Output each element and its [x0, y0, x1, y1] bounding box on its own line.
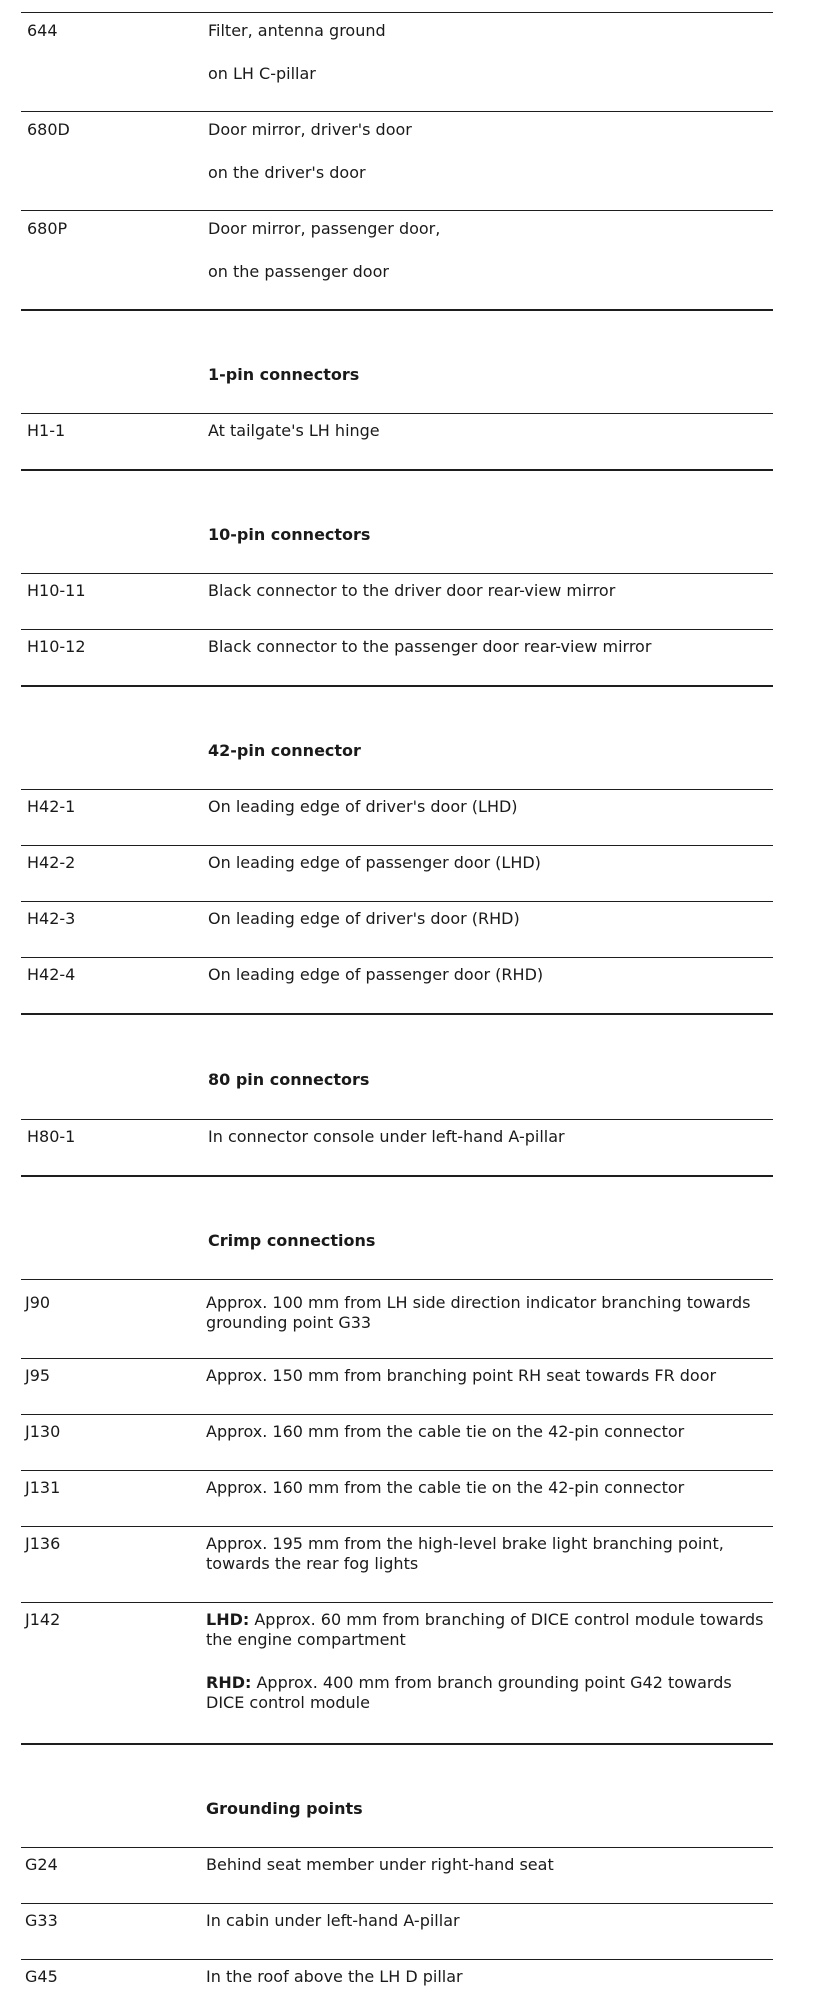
connector-location-table [21, 12, 773, 2000]
table-row [21, 210, 773, 309]
section-heading: 1-pin connectors [208, 365, 360, 384]
rhd-label: RHD: [206, 1673, 252, 1692]
table-row [21, 1119, 773, 1175]
connector-code: H10-12 [27, 637, 86, 656]
connector-location [208, 414, 773, 441]
grounding-code: G33 [25, 1911, 58, 1930]
section-heading: Crimp connections [208, 1231, 376, 1250]
table-row [21, 1358, 773, 1414]
table-row [21, 901, 773, 957]
connector-code: H42-2 [27, 853, 76, 872]
connector-location [208, 1120, 773, 1147]
crimp-code: J142 [25, 1610, 61, 1629]
table-row [21, 1470, 773, 1526]
component-description [208, 112, 773, 183]
component-description [208, 13, 773, 84]
location-text: Approx. 160 mm from the cable tie on the 42-pin connector [206, 1478, 685, 1497]
crimp-location [206, 1280, 773, 1333]
crimp-location [206, 1471, 773, 1498]
location-text: On leading edge of driver's door (LHD) [208, 797, 518, 816]
section-heading: Grounding points [206, 1799, 363, 1818]
connector-code: H80-1 [27, 1127, 76, 1146]
connector-code: H42-3 [27, 909, 76, 928]
lhd-label: LHD: [206, 1610, 250, 1629]
table-row [21, 629, 773, 685]
rhd-text: Approx. 400 mm from branch grounding point G42 towards DICE control module [206, 1673, 732, 1712]
location-text: Behind seat member under right-hand seat [206, 1855, 554, 1874]
location-text: Approx. 195 mm from the high-level brake light branching point, towards the rear fog lights [206, 1534, 724, 1573]
table-row [21, 1279, 773, 1358]
location-text: On leading edge of driver's door (RHD) [208, 909, 520, 928]
table-row [21, 789, 773, 845]
table-row [21, 111, 773, 210]
section-heading: 10-pin connectors [208, 525, 371, 544]
location-text: Black connector to the driver door rear-view mirror [208, 581, 616, 600]
crimp-location [206, 1415, 773, 1442]
connector-location [208, 630, 773, 657]
connector-location [208, 574, 773, 601]
crimp-location [206, 1603, 773, 1713]
grounding-location [206, 1960, 773, 1987]
description-line: Filter, antenna ground [208, 21, 386, 40]
location-text: In cabin under left-hand A-pillar [206, 1911, 460, 1930]
connector-location [208, 958, 773, 985]
grounding-location [206, 1904, 773, 1931]
component-description [208, 211, 773, 282]
crimp-code: J136 [25, 1534, 61, 1553]
crimp-code: J90 [25, 1293, 51, 1312]
location-text: Approx. 160 mm from the cable tie on the 42-pin connector [206, 1422, 685, 1441]
table-row [21, 1903, 773, 1959]
connector-code: H42-4 [27, 965, 76, 984]
crimp-code: J130 [25, 1422, 61, 1441]
description-line: on the passenger door [208, 262, 389, 281]
section-header [21, 471, 773, 573]
grounding-code: G24 [25, 1855, 58, 1874]
section-header [21, 311, 773, 413]
component-code: 644 [27, 21, 58, 40]
location-text: In the roof above the LH D pillar [206, 1967, 463, 1986]
section-heading: 80 pin connectors [208, 1070, 370, 1089]
crimp-code: J95 [25, 1366, 51, 1385]
connector-code: H10-11 [27, 581, 86, 600]
description-line: on the driver's door [208, 163, 366, 182]
section-header [21, 1745, 773, 1847]
table-row [21, 12, 773, 111]
description-line: on LH C-pillar [208, 64, 316, 83]
crimp-location [206, 1527, 773, 1574]
table-row [21, 845, 773, 901]
rhd-note [206, 1673, 769, 1713]
section-header [21, 1177, 773, 1279]
table-row [21, 413, 773, 469]
section-header [21, 687, 773, 789]
table-row [21, 1602, 773, 1743]
grounding-location [206, 1848, 773, 1875]
description-line: Door mirror, passenger door, [208, 219, 441, 238]
section-heading: 42-pin connector [208, 741, 361, 760]
description-line: Door mirror, driver's door [208, 120, 412, 139]
component-code: 680P [27, 219, 68, 238]
table-row [21, 573, 773, 629]
table-row [21, 1847, 773, 1903]
crimp-code: J131 [25, 1478, 61, 1497]
connector-code: H1-1 [27, 421, 66, 440]
table-row [21, 1526, 773, 1602]
table-row [21, 957, 773, 1013]
crimp-location [206, 1359, 773, 1386]
location-text: On leading edge of passenger door (RHD) [208, 965, 544, 984]
lhd-text: Approx. 60 mm from branching of DICE control module towards the engine compartment [206, 1610, 764, 1649]
lhd-note [206, 1610, 769, 1650]
table-row [21, 1414, 773, 1470]
location-text: In connector console under left-hand A-pillar [208, 1127, 565, 1146]
section-header [21, 1015, 773, 1119]
location-text: Black connector to the passenger door rear-view mirror [208, 637, 652, 656]
connector-code: H42-1 [27, 797, 76, 816]
location-text: At tailgate's LH hinge [208, 421, 380, 440]
location-text: Approx. 100 mm from LH side direction indicator branching towards grounding point G33 [206, 1293, 751, 1332]
location-text: On leading edge of passenger door (LHD) [208, 853, 541, 872]
component-code: 680D [27, 120, 70, 139]
connector-location [208, 846, 773, 873]
connector-location [208, 902, 773, 929]
connector-location [208, 790, 773, 817]
grounding-code: G45 [25, 1967, 58, 1986]
location-text: Approx. 150 mm from branching point RH seat towards FR door [206, 1366, 717, 1385]
